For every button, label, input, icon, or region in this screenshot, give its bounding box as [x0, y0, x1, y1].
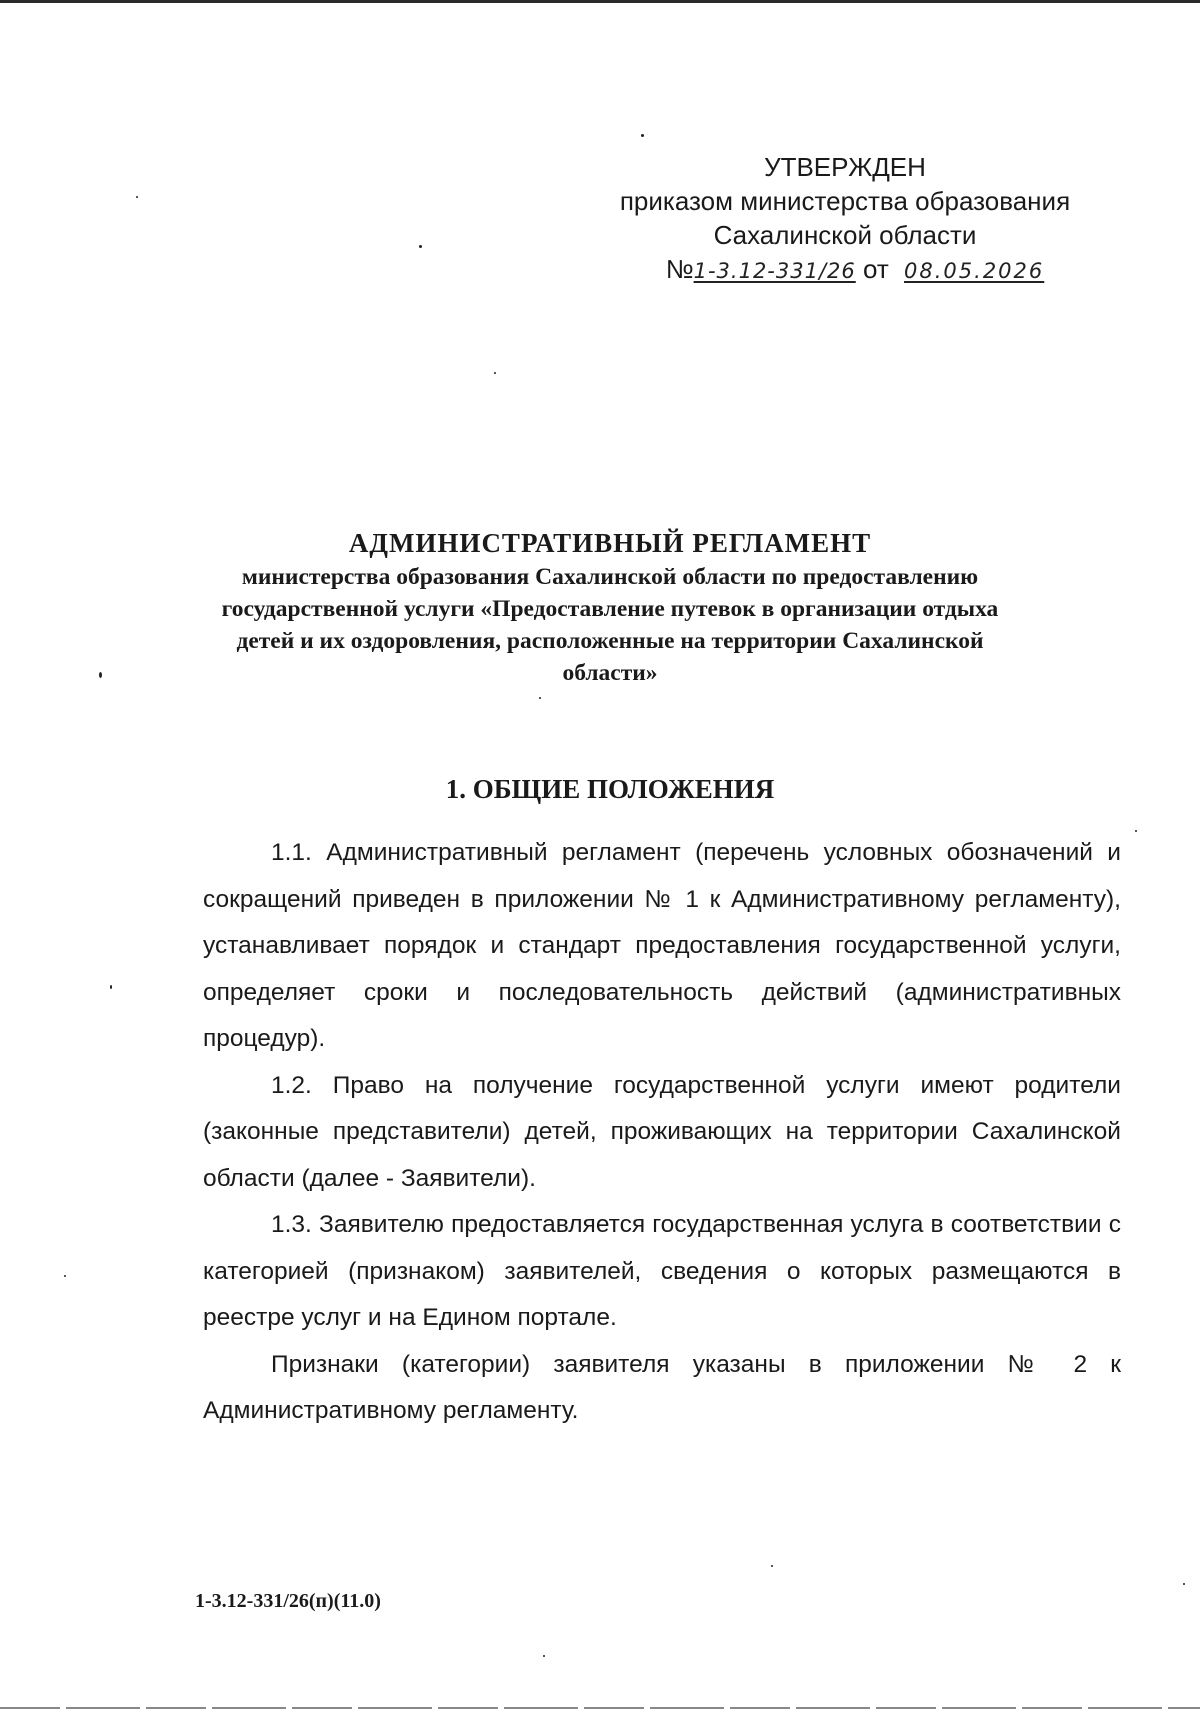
order-number-handwritten: 1-3.12-331/26 — [693, 259, 856, 283]
document-title-block — [150, 525, 1070, 689]
approval-number-date — [666, 252, 1045, 288]
scan-bottom-edge — [0, 1707, 1200, 1709]
approval-line-1: приказом министерства образования — [619, 186, 1071, 216]
scan-speck — [641, 134, 644, 137]
section-heading: 1. ОБЩИЕ ПОЛОЖЕНИЯ — [445, 774, 775, 804]
paragraph-1-1: 1.1. Административный регламент (перечень условных обозначений и сокращений приведен в приложении № 1 к Административному регламенту), устанавливает порядок и стандарт предоставления государственной услуги, определяет сроки и последовательность действий (административных процедур). — [203, 839, 1121, 1052]
date-connector: от — [863, 254, 889, 284]
paragraph-1-3: 1.3. Заявителю предоставляется государственная услуга в соответствии с категорией (признаком) заявителей, сведения о которых размещаются в реестре услуг и на Едином портале. — [203, 1211, 1121, 1331]
paragraph-1-2: 1.2. Право на получение государственной услуги имеют родители (законные представители) детей, проживающих на территории Сахалинской области (далее - Заявители). — [203, 1071, 1121, 1192]
section-body — [203, 830, 1121, 1435]
order-date-handwritten: 08.05.2026 — [904, 259, 1045, 283]
document-subtitle-line-3: детей и их оздоровления, расположенные на территории Сахалинской — [236, 628, 984, 654]
scan-speck — [771, 1565, 773, 1567]
scan-speck — [543, 1655, 545, 1657]
scan-speck — [1183, 1583, 1185, 1585]
scan-speck — [539, 697, 541, 699]
document-subtitle-line-2: государственной услуги «Предоставление путевок в организации отдыха — [221, 596, 999, 622]
document-title: АДМИНИСТРАТИВНЫЙ РЕГЛАМЕНТ — [348, 528, 872, 558]
scan-speck — [64, 1275, 66, 1277]
scan-speck — [136, 196, 138, 198]
scan-top-edge — [0, 0, 1200, 3]
scan-speck — [110, 985, 112, 989]
document-subtitle-line-1: министерства образования Сахалинской области по предоставлению — [241, 564, 979, 590]
scan-speck — [419, 245, 422, 248]
scan-speck — [1135, 830, 1137, 832]
scan-speck — [494, 372, 496, 374]
paragraph-categories: Признаки (категории) заявителя указаны в приложении № 2 к Административному регламенту. — [203, 1350, 1121, 1424]
approval-heading: УТВЕРЖДЕН — [764, 152, 926, 182]
number-sign: № — [665, 254, 694, 284]
approval-block — [600, 150, 1090, 288]
document-code: 1-3.12-331/26(п)(11.0) — [195, 1590, 381, 1612]
document-subtitle-line-4: области» — [562, 660, 658, 686]
approval-line-2: Сахалинской области — [713, 220, 977, 250]
scan-speck — [99, 672, 102, 678]
